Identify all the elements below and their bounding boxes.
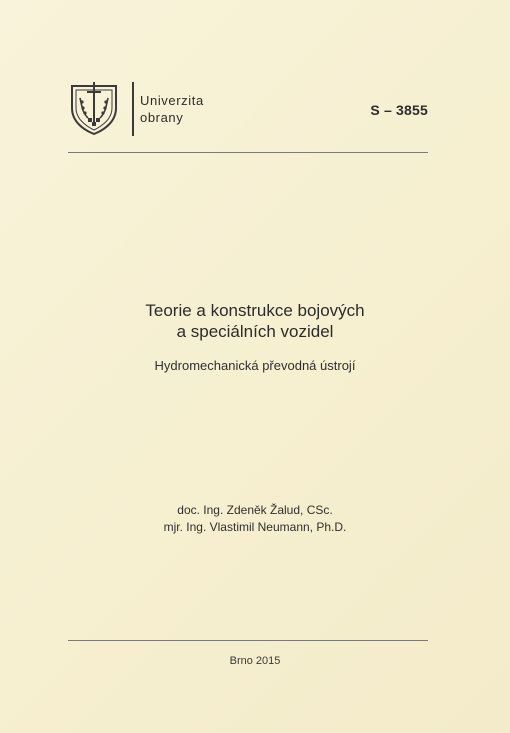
author-2: mjr. Ing. Vlastimil Neumann, Ph.D. (163, 520, 347, 534)
book-title-line2: a speciálních vozidel (176, 322, 334, 341)
place-and-year: Brno 2015 (229, 655, 281, 667)
university-name-line2: obrany (140, 110, 184, 125)
university-crest-icon (68, 80, 120, 136)
book-subtitle: Hydromechanická převodná ústrojí (154, 358, 356, 373)
book-title-line1: Teorie a konstrukce bojových (145, 301, 365, 320)
publication-code: S – 3855 (370, 102, 428, 118)
top-rule (68, 152, 428, 153)
author-list (0, 502, 510, 536)
header-divider (132, 82, 134, 136)
book-title (0, 300, 510, 342)
cover-header (68, 80, 428, 140)
bottom-rule (68, 640, 428, 641)
university-name-line1: Univerzita (140, 93, 204, 108)
author-1: doc. Ing. Zdeněk Žalud, CSc. (177, 503, 333, 517)
university-name (140, 92, 204, 126)
